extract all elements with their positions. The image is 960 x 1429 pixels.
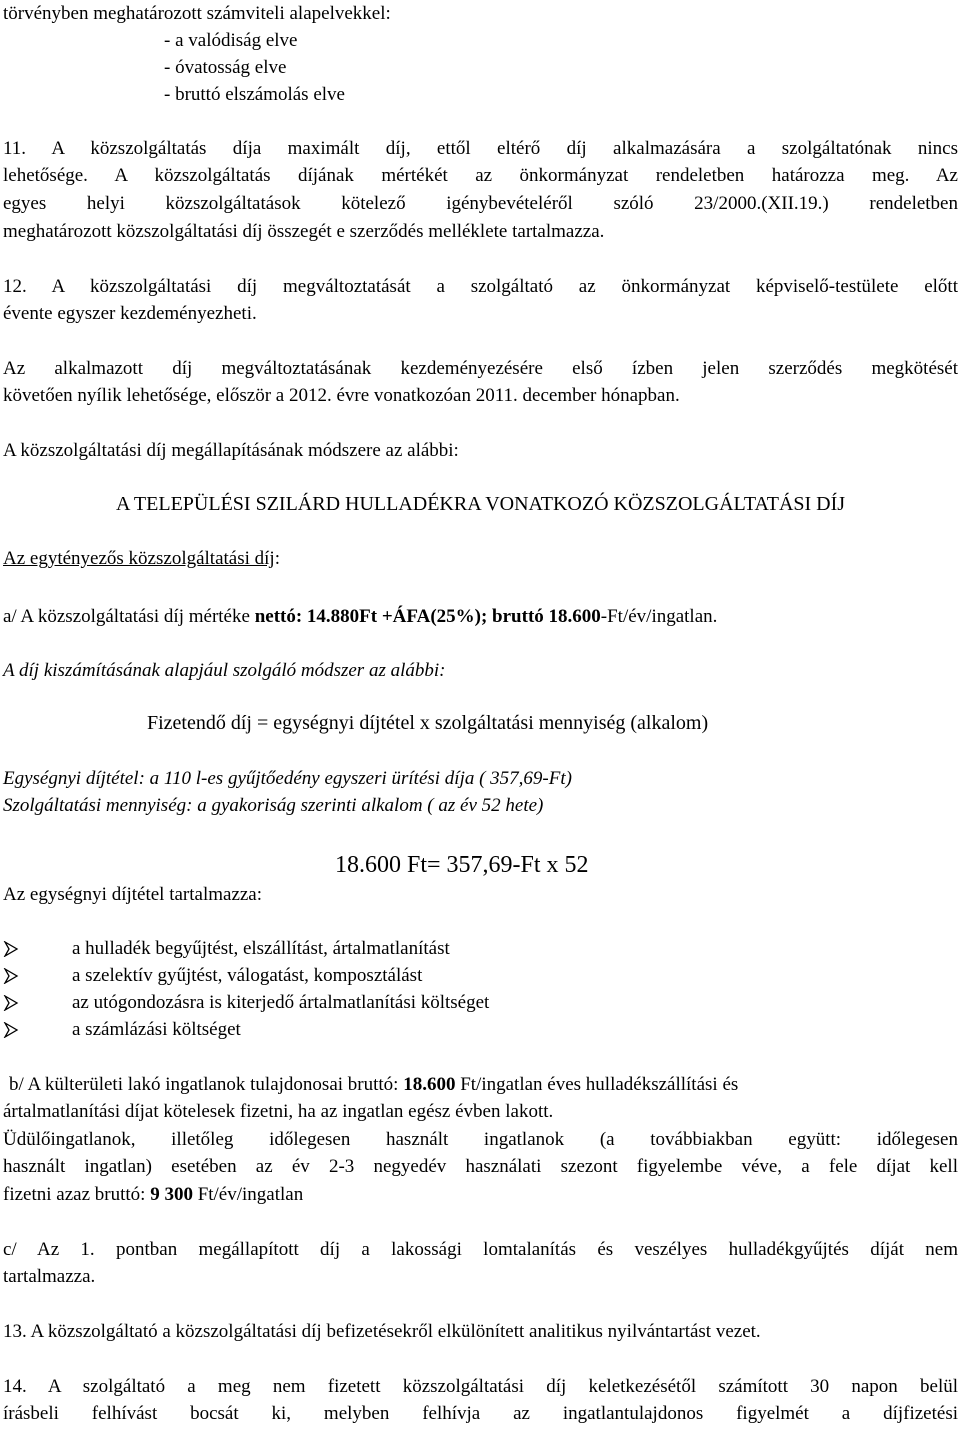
fee-b-suffix: Ft/ingatlan éves hulladékszállítási és [455,1074,739,1095]
fee-a-prefix: a/ A közszolgáltatási díj mértéke [3,606,255,627]
fee-b-line: használt ingatlan) esetében az év 2-3 negyedév használati szezont figyelembe véve, a fele díjat kell [3,1156,958,1177]
fee-b5-bold: 9 300 [150,1184,193,1205]
section-14-line: írásbeli felhívást bocsát ki, melyben felhívja az ingatlantulajdonos figyelmét a díjfizetési [3,1403,958,1424]
list-item-text: a számlázási költséget [72,1019,241,1040]
fee-subtitle-text: Az egytényezős közszolgáltatási díj [3,548,275,569]
fee-b-line [9,1071,738,1098]
includes-label: Az egységnyi díjtétel tartalmazza: [3,884,263,905]
list-item-text: az utógondozásra is kiterjedő ártalmatlanítási költséget [72,992,490,1013]
fee-formula: Fizetendő díj = egységnyi díjtétel x szolgáltatási mennyiség (alkalom) [147,712,709,734]
list-item [3,1016,958,1043]
fee-b-line: Üdülőingatlanok, illetőleg időlegesen használt ingatlanok (a továbbiakban együtt: időlegesen [3,1129,958,1150]
list-item-text: a szelektív gyűjtést, válogatást, komposztálást [72,965,423,986]
principle-item: - bruttó elszámolás elve [164,84,345,105]
fee-b5-suffix: Ft/év/ingatlan [192,1184,304,1205]
list-item [3,989,958,1016]
list-item-text: a hulladék begyűjtést, elszállítást, ártalmatlanítást [72,938,450,959]
arrow-bullet-icon [3,989,23,1016]
section-11-line: meghatározott közszolgáltatási díj összegét e szerződés melléklete tartalmazza. [3,221,605,242]
section-12-line: 12. A közszolgáltatási díj megváltoztatását a szolgáltató az önkormányzat képviselő-testülete előtt [3,276,958,297]
method-intro: A közszolgáltatási díj megállapításának módszere az alábbi: [3,440,459,461]
section-11-line: egyes helyi közszolgáltatások kötelező igénybevételéről szóló 23/2000.(XII.19.) rendeletben [3,193,958,214]
section-13: 13. A közszolgáltató a közszolgáltatási díj befizetésekről elkülönített analitikus nyilvántartást vezet. [3,1321,761,1342]
service-quantity: Szolgáltatási mennyiség: a gyakoriság szerinti alkalom ( az év 52 hete) [3,795,544,816]
fee-b-line: ártalmatlanítási díjat kötelesek fizetni, ha az ingatlan egész évben lakott. [3,1101,554,1122]
fee-equation: 18.600 Ft= 357,69-Ft x 52 [335,852,589,878]
fee-b5-prefix: fizetni azaz bruttó: [3,1184,151,1205]
section-12-para2-line: Az alkalmazott díj megváltoztatásának kezdeményezésére első ízben jelen szerződés megkötését [3,358,958,379]
principle-item: - óvatosság elve [164,57,287,78]
fee-a-suffix: -Ft/év/ingatlan. [600,606,718,627]
calc-intro: A díj kiszámításának alapjául szolgáló módszer az alábbi: [3,660,446,681]
arrow-bullet-icon [3,935,23,962]
section-11-line: 11. A közszolgáltatás díja maximált díj, ettől eltérő díj alkalmazására a szolgáltatónak nincs [3,138,958,159]
fee-subtitle-colon: : [274,548,280,569]
fee-c-line: c/ Az 1. pontban megállapított díj a lakossági lomtalanítás és veszélyes hulladékgyűjtés díját nem [3,1239,958,1260]
list-item [3,935,958,962]
fee-b-bold: 18.600 [403,1074,456,1095]
fee-subtitle [3,545,280,572]
section-12-para2-line: követően nyílik lehetősége, először a 2012. évre vonatkozóan 2011. december hónapban. [3,385,680,406]
fee-b-prefix: b/ A külterületi lakó ingatlanok tulajdonosai bruttó: [9,1074,404,1095]
fee-b-line [3,1181,303,1208]
fee-a-line [3,603,717,630]
section-12-line: évente egyszer kezdeményezheti. [3,303,257,324]
principle-item: - a valódiság elve [164,30,298,51]
list-item [3,962,958,989]
fee-title: A TELEPÜLÉSI SZILÁRD HULLADÉKRA VONATKOZÓ KÖZSZOLGÁLTATÁSI DÍJ [115,493,846,515]
unit-rate: Egységnyi díjtétel: a 110 l-es gyűjtőedény egyszeri ürítési díja ( 357,69-Ft) [3,768,572,789]
section-14-line: 14. A szolgáltató a meg nem fizetett közszolgáltatási díj keletkezésétől számított 30 napon belül [3,1376,958,1397]
section-11-line: lehetősége. A közszolgáltatás díjának mértékét az önkormányzat rendeletben határozza meg. Az [3,165,958,186]
arrow-bullet-icon [3,962,23,989]
fee-a-bold: nettó: 14.880Ft +ÁFA(25%); bruttó 18.600 [254,606,601,627]
fee-c-line: tartalmazza. [3,1266,96,1287]
intro-heading: törvényben meghatározott számviteli alapelvekkel: [3,3,391,24]
arrow-bullet-icon [3,1016,23,1043]
